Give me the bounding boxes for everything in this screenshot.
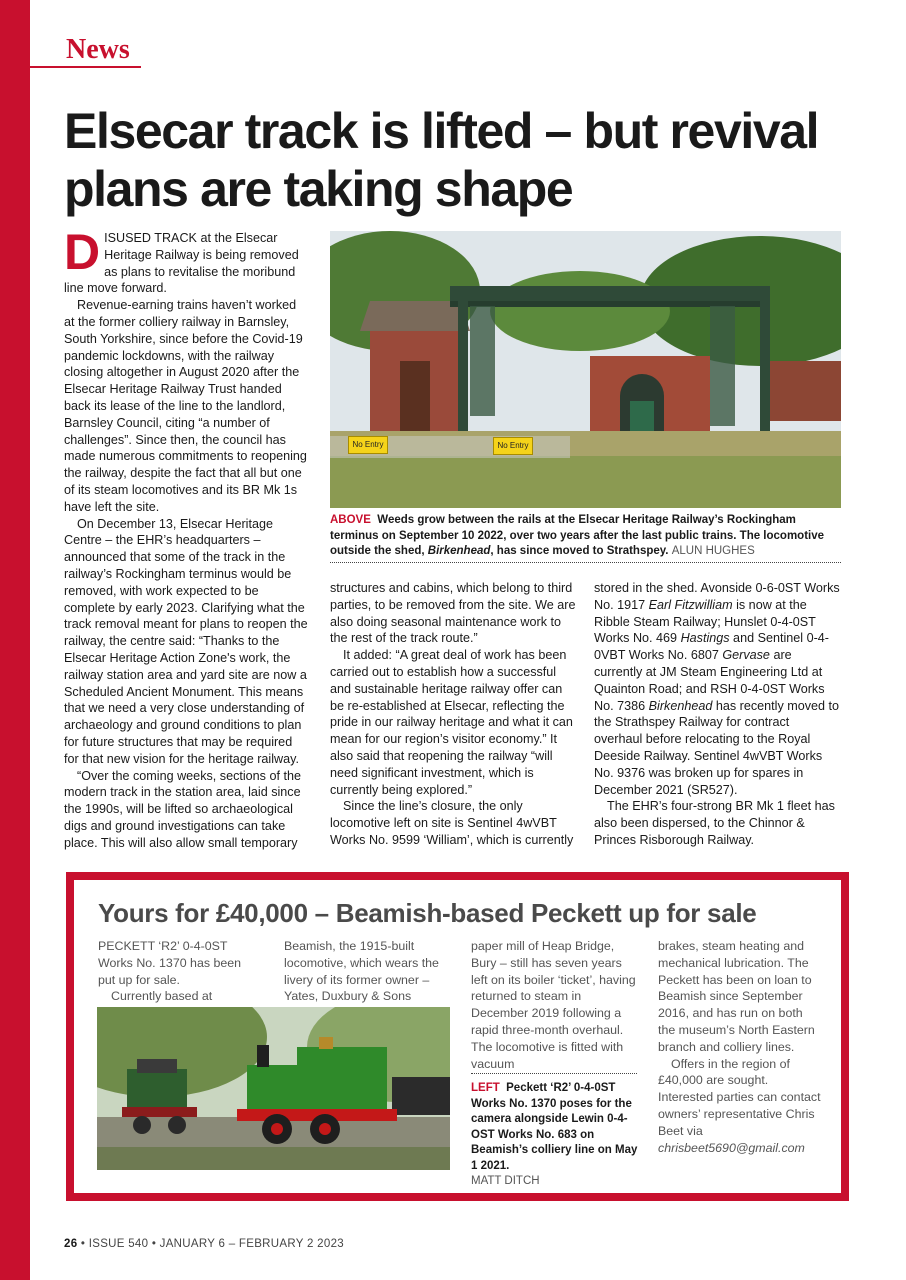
intro-text: ISUSED TRACK at the Elsecar Heritage Railway is being removed as plans to revitalise the moribund line move forward. <box>64 231 299 296</box>
paragraph: “Over the coming weeks, sections of the modern track in the station area, laid since the 1990s, will be lifted so archaeological digs and ground investigations can take place. This will also allow small temporary <box>64 768 301 850</box>
paragraph: Offers in the region of £40,000 are sought. Interested parties can contact owners’ representative Chris Beet via <box>658 1056 821 1138</box>
elsecar-station-photo <box>330 231 841 508</box>
photo-credit: MATT DITCH <box>471 1175 540 1187</box>
paragraph: brakes, steam heating and mechanical lubrication. The Peckett has been on loan to Beamish since September 2016, and has run on both the museum’s North Eastern branch and colliery lines. <box>658 939 815 1054</box>
article-column-2 <box>330 580 577 849</box>
article-column-1 <box>64 224 310 851</box>
photo-illustration <box>330 231 841 508</box>
paragraph: paper mill of Heap Bridge, Bury – still has seven years left on its boiler ‘ticket’, having returned to steam in December 2019 following a rapid three-month overhaul. The locomotive is fitted with vacuum <box>471 939 636 1071</box>
paragraph: structures and cabins, which belong to third parties, to be removed from the site. We are also doing seasonal maintenance work to the rest of the track route.” <box>330 581 576 646</box>
caption-text: Weeds grow between the rails at the Elsecar Heritage Railway’s Rockingham terminus on September 10 2022, over two years after the last public trains. The locomotive outside the shed, <box>330 514 825 557</box>
page-footer: 26 • ISSUE 540 • JANUARY 6 – FEBRUARY 2 2023 <box>64 1238 344 1250</box>
paragraph: stored in the shed. Avonside 0-6-0ST Works No. 1917 Earl Fitzwilliam is now at the Ribble Steam Railway; Hunslet 0-4-0ST Works No. 469 Hastings and Sentinel 0-4-0VBT Works No. 6807 Gervase are currently at JM Steam Engineering Ltd at Quainton Road; and RSH 0-4-0ST Works No. 7386 Birkenhead has recently moved to the Strathspey Railway for contract overhaul before relocating to the Royal Deeside Railway. Sentinel 4wVBT Works No. 9376 was broken up for spares in December 2021 (SR527). <box>594 581 840 797</box>
caption-italic: Birkenhead <box>427 545 491 557</box>
paragraph: On December 13, Elsecar Heritage Centre – the EHR’s headquarters – announced that some of the track in the railway’s Rockingham terminus would be removed, with work expected to be complete by early 2023. Clarifying what the track removal meant for plans to reopen the railway, the centre said: “Thanks to the Elsecar Heritage Action Zone's work, the railway station area and yard site are now a Scheduled Ancient Monument. This means that we need a very close understanding of archaeology and ground conditions to plan for future structures that may be required for that new vision for the heritage railway. <box>64 516 308 766</box>
paragraph: PECKETT ‘R2’ 0-4-0ST Works No. 1370 has been put up for sale. <box>98 939 242 987</box>
paragraph: The EHR’s four-strong BR Mk 1 fleet has also been dispersed, to the Chinnor & Princes Risborough Railway. <box>594 799 835 847</box>
paragraph: It added: “A great deal of work has been carried out to establish how a successful and sustainable heritage railway offer can be re-established at Elsecar, reflecting the pride in our railway heritage and what it can mean for our region’s visitor economy.” It also said that reopening the railway “will need significant investment, which is currently being explored.” <box>330 648 573 797</box>
caption-divider <box>330 562 841 563</box>
section-label: News <box>66 34 130 65</box>
paragraph: Currently based at <box>111 989 213 1004</box>
sale-sidebar-box <box>66 872 849 1201</box>
issue-date: JANUARY 6 – FEBRUARY 2 2023 <box>159 1238 344 1250</box>
headline: Elsecar track is lifted – but revival plans are taking shape <box>64 103 819 217</box>
sidebar-column-2 <box>284 938 454 1005</box>
sidebar-photo-caption <box>471 1081 641 1190</box>
caption-text: Peckett ‘R2’ 0-4-0ST Works No. 1370 poses for the camera alongside Lewin 0-4-OST Works No. 683 on Beamish’s colliery line on May 1 2021. <box>471 1082 638 1172</box>
article-column-3 <box>594 580 841 849</box>
drop-cap: D <box>64 224 101 280</box>
paragraph-intro <box>64 224 310 297</box>
paragraph: Revenue-earning trains haven’t worked at the former colliery railway in Barnsley, South Yorkshire, since before the Covid-19 pandemic lockdowns, with the railway closing altogether in August 2020 after the Elsecar Heritage Railway Trust handed back its lease of the line to the landlord, Barnsley Council, citing “a number of challenges”. Since then, the council has made numerous commitments to reopening the railway, despite the fact that all but one of its steam locomotives and its BR Mk 1s have left the site. <box>64 298 307 514</box>
paragraph: Since the line’s closure, the only locomotive left on site is Sentinel 4wVBT Works No. 9599 ‘William’, which is currently <box>330 799 574 847</box>
caption-text-end: , has since moved to Strathspey. <box>490 545 669 557</box>
sidebar-column-3 <box>471 938 641 1072</box>
caption-label: LEFT <box>471 1082 500 1094</box>
caption-label: ABOVE <box>330 514 371 526</box>
loco-illustration <box>97 1007 450 1170</box>
sidebar-column-4 <box>658 938 823 1156</box>
section-rule <box>30 66 141 68</box>
issue-number: ISSUE 540 <box>88 1238 149 1250</box>
peckett-locomotive-photo <box>97 1007 450 1170</box>
sidebar-title: Yours for £40,000 – Beamish-based Peckett up for sale <box>98 898 757 928</box>
page-number: 26 <box>64 1238 78 1250</box>
paragraph: Beamish, the 1915-built locomotive, which wears the livery of its former owner – Yates, Duxbury & Sons <box>284 939 439 1004</box>
left-accent-bar <box>0 0 30 1280</box>
contact-email[interactable]: chrisbeet5690@gmail.com <box>658 1140 805 1155</box>
no-entry-sign: No Entry <box>348 436 388 454</box>
photo-credit: ALUN HUGHES <box>671 545 755 557</box>
photo-caption <box>330 513 841 560</box>
no-entry-sign: No Entry <box>493 437 533 455</box>
sidebar-column-1 <box>98 938 258 1005</box>
sidebar-caption-divider <box>471 1073 637 1074</box>
